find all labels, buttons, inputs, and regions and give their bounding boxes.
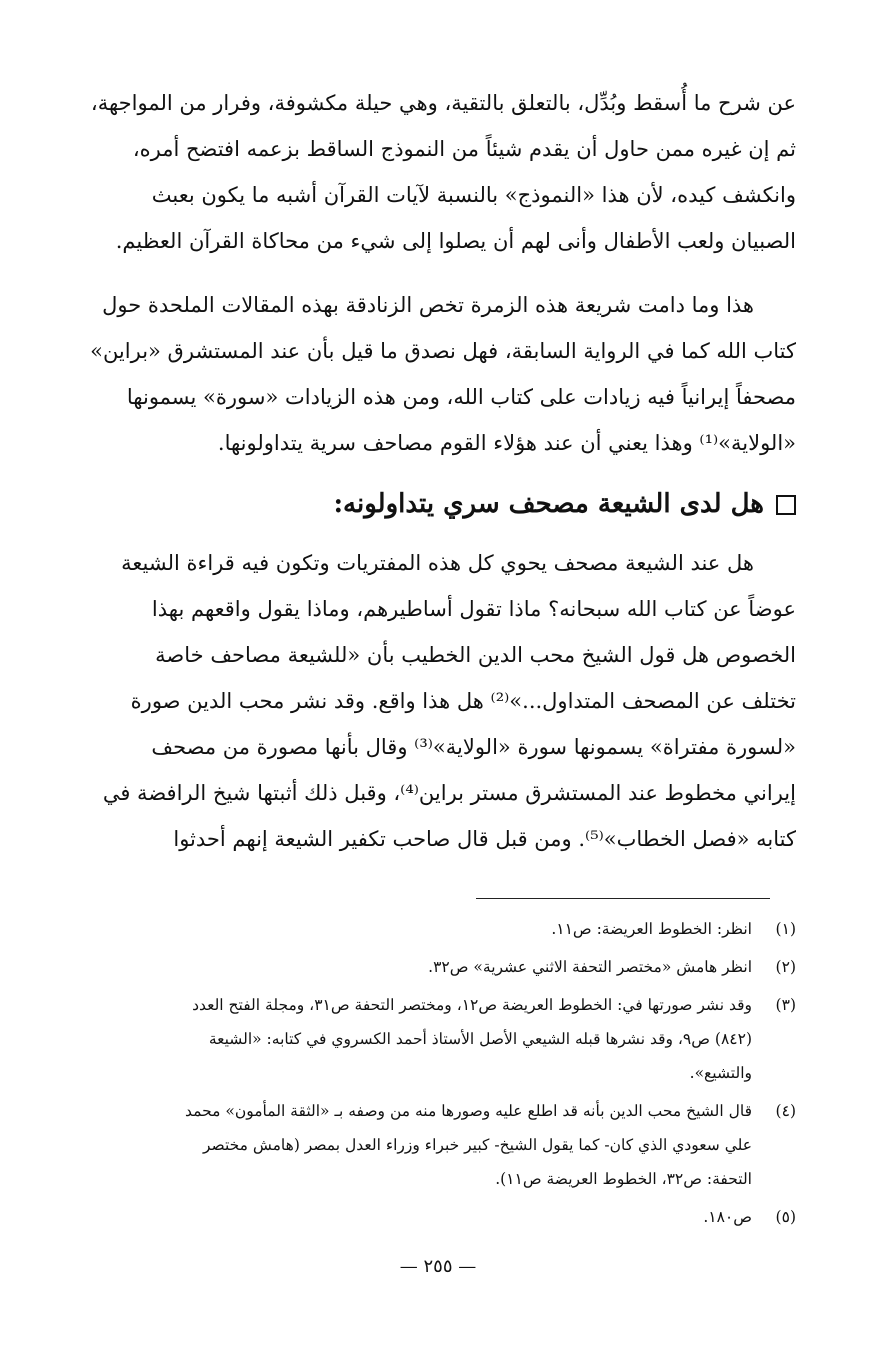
footnote-number: (٤) [775, 1102, 796, 1120]
footnote-line: علي سعودي الذي كان- كما يقول الشيخ- كبير خبراء وزراء العدل بمصر (هامش مختصر [202, 1136, 752, 1154]
text-line: «لسورة مفتراة» يسمونها سورة «الولاية»⁽³⁾ وقال بأنها مصورة من مصحف [151, 735, 796, 759]
paragraph-3 [80, 540, 796, 862]
footnote-number: (٣) [775, 996, 796, 1014]
text-line: هذا وما دامت شريعة هذه الزمرة تخص الزنادقة بهذه المقالات الملحدة حول [102, 293, 754, 317]
text-line: عن شرح ما أُسقط وبُدِّل، بالتعلق بالتقية، وهي حيلة مكشوفة، وفرار من المواجهة، [90, 91, 796, 115]
text-line: «الولاية»⁽¹⁾ وهذا يعني أن عند هؤلاء القوم مصاحف سرية يتداولونها. [217, 431, 796, 455]
footnote-5 [80, 1200, 796, 1234]
footnote-line: انظر هامش «مختصر التحفة الاثني عشرية» ص٣٢. [428, 958, 752, 976]
text-line: تختلف عن المصحف المتداول...»⁽²⁾ هل هذا واقع. وقد نشر محب الدين صورة [130, 689, 796, 713]
footnote-line: ص١٨٠. [703, 1208, 752, 1226]
text-line: إيراني مخطوط عند المستشرق مستر براين⁽⁴⁾، وقبل ذلك أثبتها شيخ الرافضة في [102, 781, 796, 805]
text-line: الصبيان ولعب الأطفال وأنى لهم أن يصلوا إلى شيء من محاكاة القرآن العظيم. [115, 229, 796, 253]
footnote-line: قال الشيخ محب الدين بأنه قد اطلع عليه وصورها منه من وصفه بـ «الثقة المأمون» محمد [185, 1102, 752, 1120]
text-line: كتابه «فصل الخطاب»⁽⁵⁾. ومن قبل قال صاحب تكفير الشيعة إنهم أحدثوا [173, 827, 796, 851]
footnote-4 [80, 1094, 796, 1196]
text-line: الخصوص هل قول الشيخ محب الدين الخطيب بأن «للشيعة مصاحف خاصة [155, 643, 796, 667]
text-line: كتاب الله كما في الرواية السابقة، فهل نصدق ما قيل بأن عند المستشرق «براين» [90, 339, 796, 363]
footnote-line: التحفة: ص٣٢، الخطوط العريضة ص١١). [495, 1170, 752, 1188]
footnote-text [80, 912, 752, 946]
footnote-line: وقد نشر صورتها في: الخطوط العريضة ص١٢، ومختصر التحفة ص٣١، ومجلة الفتح العدد [192, 996, 752, 1014]
footnote-line: (٨٤٢) ص٩، وقد نشرها قبله الشيعي الأصل الأستاذ أحمد الكسروي في كتابه: «الشيعة [208, 1030, 752, 1048]
text-line: ثم إن غيره ممن حاول أن يقدم شيئاً من النموذج الساقط بزعمه افتضح أمره، [132, 137, 796, 161]
footnote-text [80, 988, 752, 1090]
footnote-2 [80, 950, 796, 984]
footnote-divider [476, 898, 770, 899]
footnote-3 [80, 988, 796, 1090]
footnote-number: (٢) [775, 958, 796, 976]
footnote-text [80, 1094, 752, 1196]
text-line: مصحفاً إيرانياً فيه زيادات على كتاب الله، ومن هذه الزيادات «سورة» يسمونها [126, 385, 796, 409]
footnotes [80, 912, 796, 1238]
footnote-number: (٥) [775, 1208, 796, 1226]
section-heading [80, 482, 796, 526]
footnote-line: انظر: الخطوط العريضة: ص١١. [551, 920, 752, 938]
paragraph-2 [80, 282, 796, 466]
footnote-number: (١) [775, 920, 796, 938]
footnote-text [80, 950, 752, 984]
section-heading-text: هل لدى الشيعة مصحف سري يتداولونه: [333, 489, 764, 519]
footnote-text [80, 1200, 752, 1234]
footnote-line: والتشيع». [689, 1064, 752, 1082]
footnote-1 [80, 912, 796, 946]
text-line: وانكشف كيده، لأن هذا «النموذج» بالنسبة لآيات القرآن أشبه ما يكون بعبث [151, 183, 796, 207]
paragraph-1 [80, 80, 796, 264]
text-line: هل عند الشيعة مصحف يحوي كل هذه المفتريات وتكون فيه قراءة الشيعة [121, 551, 754, 575]
page-number: — ٢٥٥ — [399, 1256, 477, 1277]
text-line: عوضاً عن كتاب الله سبحانه؟ ماذا تقول أساطيرهم، وماذا يقول واقعهم بهذا [151, 597, 796, 621]
square-bullet-icon [776, 495, 796, 515]
